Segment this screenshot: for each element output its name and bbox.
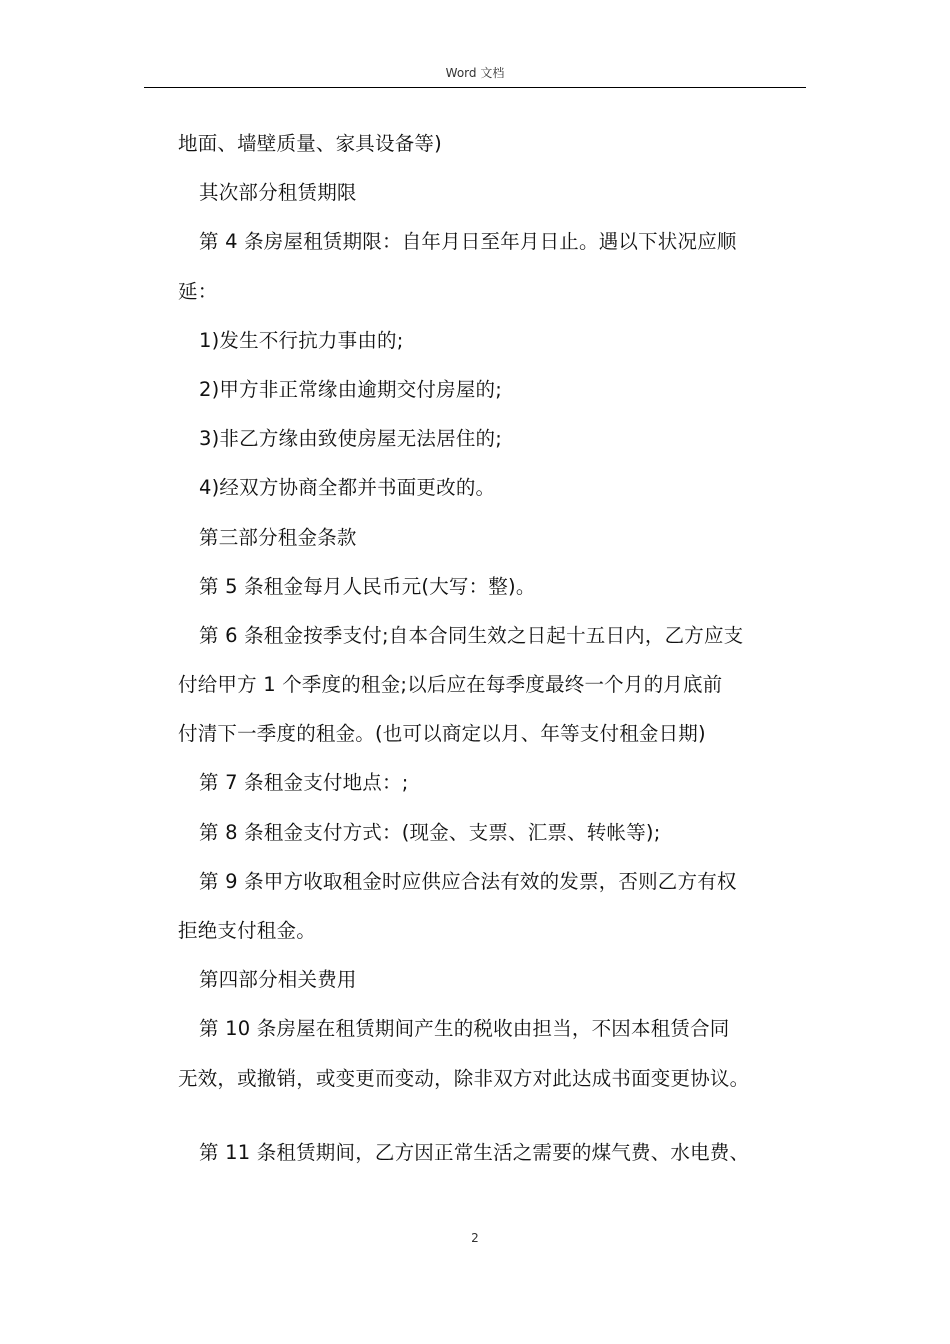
list-item: 4)经双方协商全都并书面更改的。 bbox=[199, 476, 496, 500]
text-line: 第 10 条房屋在租赁期间产生的税收由担当，不因本租赁合同 bbox=[199, 1017, 730, 1041]
list-item: 3)非乙方缘由致使房屋无法居住的; bbox=[199, 427, 502, 451]
section-heading: 第四部分相关费用 bbox=[199, 968, 357, 992]
document-body bbox=[178, 131, 818, 1189]
text-line: 第 4 条房屋租赁期限：自年月日至年月日止。遇以下状况应顺 bbox=[199, 230, 737, 254]
list-item: 2)甲方非正常缘由逾期交付房屋的; bbox=[199, 377, 502, 401]
text-line: 第 7 条租金支付地点：; bbox=[199, 771, 409, 795]
text-line: 地面、墙壁质量、家具设备等) bbox=[178, 132, 442, 155]
text-line: 付给甲方 1 个季度的租金;以后应在每季度最终一个月的月底前 bbox=[178, 673, 723, 697]
list-item: 1)发生不行抗力事由的; bbox=[199, 328, 404, 352]
text-line: 延： bbox=[178, 279, 218, 303]
section-heading: 其次部分租赁期限 bbox=[199, 181, 357, 205]
text-line: 无效，或撤销，或变更而变动，除非双方对此达成书面变更协议。 bbox=[178, 1066, 750, 1090]
text-line: 付清下一季度的租金。(也可以商定以月、年等支付租金日期) bbox=[178, 722, 706, 746]
page-header: Word 文档 bbox=[445, 66, 505, 80]
text-line: 第 8 条租金支付方式：(现金、支票、汇票、转帐等); bbox=[199, 820, 661, 844]
text-line: 第 5 条租金每月人民币元(大写：整)。 bbox=[199, 574, 536, 598]
header-rule bbox=[144, 87, 806, 88]
text-line: 第 11 条租赁期间，乙方因正常生活之需要的煤气费、水电费、 bbox=[199, 1140, 750, 1164]
text-line: 第 6 条租金按季支付;自本合同生效之日起十五日内，乙方应支 bbox=[199, 623, 744, 647]
text-line: 第 9 条甲方收取租金时应供应合法有效的发票，否则乙方有权 bbox=[199, 869, 737, 893]
page-number: 2 bbox=[471, 1231, 479, 1245]
section-heading: 第三部分租金条款 bbox=[199, 525, 357, 549]
text-line: 拒绝支付租金。 bbox=[178, 919, 316, 942]
